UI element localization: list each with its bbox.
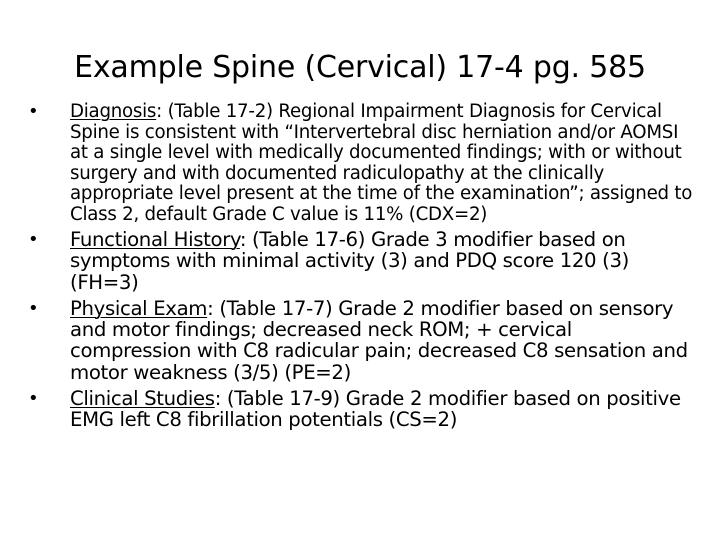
bullet-label-clinical-studies: Clinical Studies [70,387,215,411]
bullet-text-diagnosis: : (Table 17-2) Regional Impairment Diagnosis for Cervical Spine is consistent with “Intervertebral disc herniation and/or AOMSI at a single level with medically documented findings; with or without surgery and with documented radiculopathy at the clinically appropriate level present at the time of the examination”; assigned to Class 2, default Grade C value is 11% (CDX=2) [70,101,693,225]
bullet-text-functional-history: : (Table 17-6) Grade 3 modifier based on symptoms with minimal activity (3) and PDQ score 120 (3) (FH=3) [70,228,629,294]
bullet-marker: • [28,297,39,319]
bullet-marker: • [28,388,39,410]
bullet-text-physical-exam: : (Table 17-7) Grade 2 modifier based on sensory and motor findings; decreased neck ROM; + cervical compression with C8 radicular pain; decreased C8 sensation and motor weakness (3/5) (PE=2) [70,296,688,384]
bullet-label-diagnosis: Diagnosis [70,101,157,122]
bullet-functional-history [28,229,698,293]
bullet-text-clinical-studies: : (Table 17-9) Grade 2 modifier based on positive EMG left C8 fibrillation potentials (CS=2) [70,387,681,432]
slide-title: Example Spine (Cervical) 17-4 pg. 585 [74,50,646,85]
bullet-list [28,102,698,431]
bullet-label-functional-history: Functional History [70,228,240,251]
bullet-marker: • [28,101,39,122]
bullet-marker: • [28,229,39,250]
bullet-clinical-studies [28,388,698,431]
bullet-label-physical-exam: Physical Exam [70,296,208,320]
bullet-diagnosis [28,102,698,225]
bullet-physical-exam [28,298,698,383]
